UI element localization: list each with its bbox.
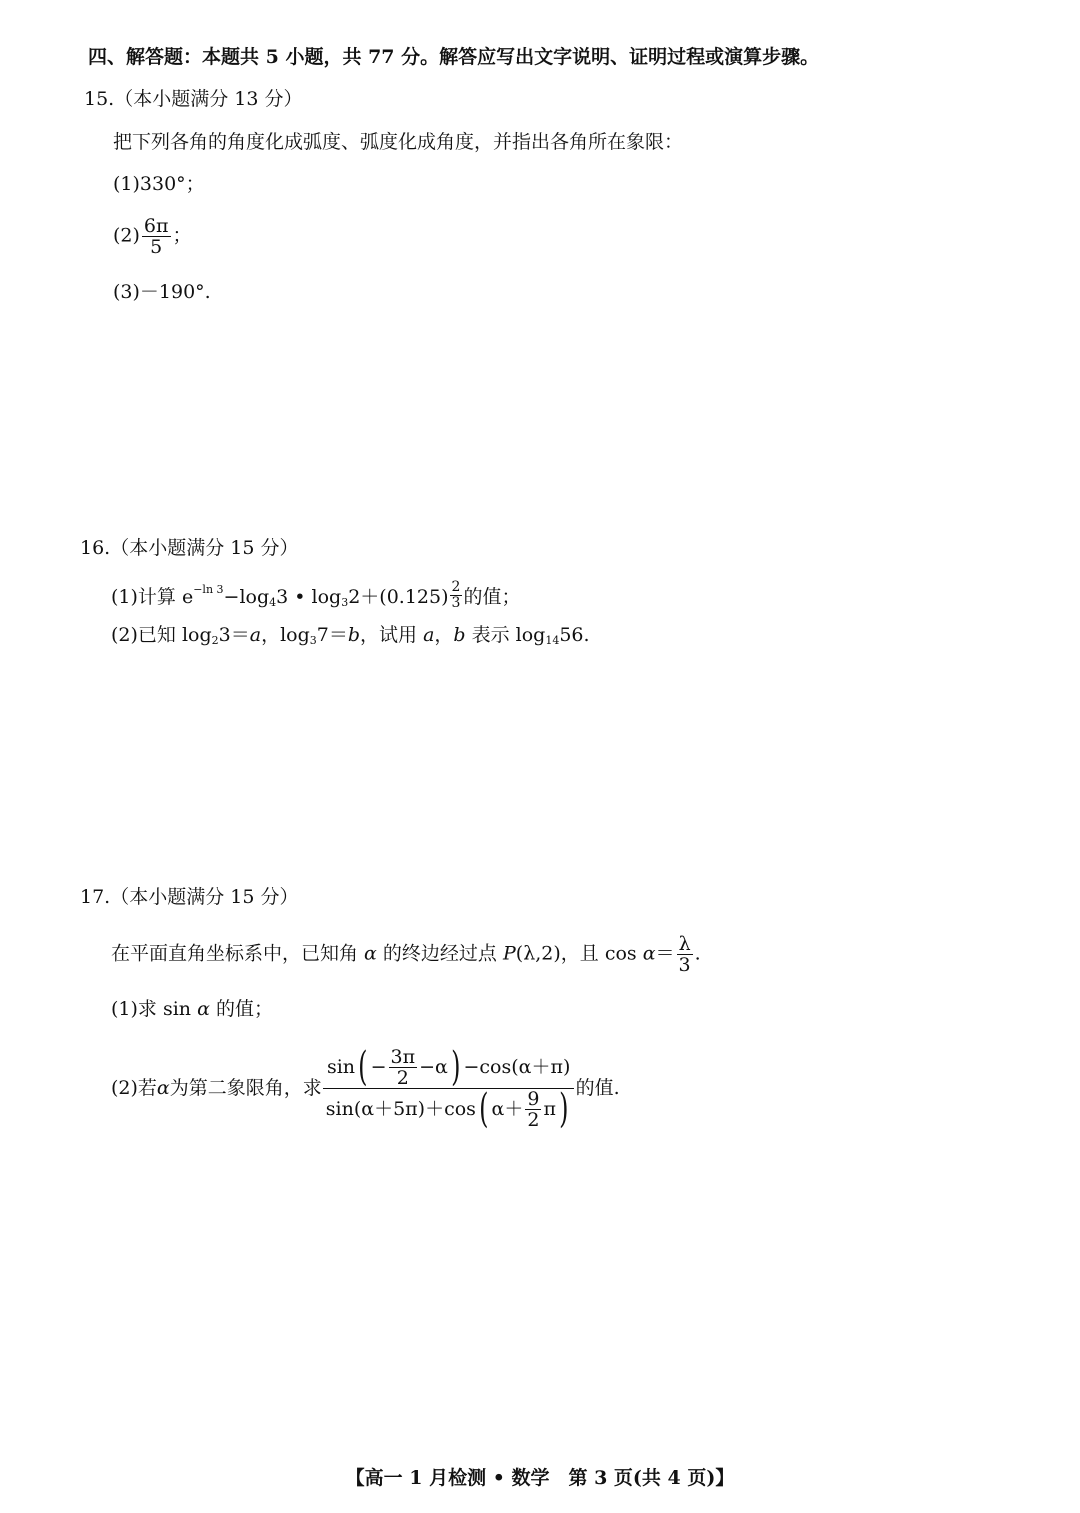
q16-p1-sub1: 4 — [269, 596, 277, 609]
q16-p1-exp-num: 2 — [451, 579, 461, 595]
q17-bot-fraction — [525, 1089, 541, 1130]
q17-p1-alpha: α — [197, 998, 210, 1020]
q16-p2-h: 56. — [559, 624, 590, 646]
q17-stem — [111, 934, 701, 975]
section-header: 四、解答题：本题共 5 小题，共 77 分。解答应写出文字说明、证明过程或演算步骤。 — [88, 46, 820, 68]
q17-p1-a: (1)求 sin — [111, 998, 198, 1020]
q16-p1-exp-fraction — [450, 580, 463, 611]
q16-p2-f: ， — [434, 624, 454, 646]
q17-part2 — [111, 1040, 620, 1136]
q17-stem-den: 3 — [678, 954, 691, 976]
q17-top-minus: − — [370, 1056, 387, 1078]
q16-p2-e: ，试用 — [360, 624, 424, 646]
q17-top-sin: sin — [326, 1056, 356, 1078]
q15-part2-denominator: 5 — [150, 236, 163, 258]
q16-p2-var-b: b — [347, 624, 361, 646]
q16-p2-sub2: 3 — [309, 634, 317, 647]
q16-p1-mid3: 2＋(0.125) — [348, 586, 449, 608]
q17-p2-alpha: α — [156, 1077, 170, 1099]
q16-part1 — [111, 577, 520, 616]
q17-stem-end: . — [694, 942, 701, 965]
q17-top-fraction — [389, 1047, 418, 1088]
q15-stem: 把下列各角的角度化成弧度、弧度化成角度，并指出各角所在象限： — [113, 131, 684, 153]
q17-title: 17.（本小题满分 15 分） — [80, 886, 299, 908]
q16-p2-c: ，log — [261, 624, 310, 646]
q16-p2-var-a2: a — [423, 624, 435, 646]
q17-p2-numerator — [323, 1044, 574, 1090]
q17-stem-alpha2: α — [642, 942, 656, 965]
q17-bot-den: 2 — [527, 1108, 540, 1131]
q16-p1-exp: −ln 3 — [193, 583, 224, 596]
q17-stem-a: 在平面直角坐标系中，已知角 — [111, 942, 365, 965]
q15-part2-fraction — [142, 216, 171, 257]
q17-bot-pi: π — [543, 1098, 556, 1120]
q17-bot-rparen: ) — [559, 1086, 569, 1132]
page-footer: 【高一 1 月检测 • 数学 第 3 页(共 4 页)】 — [345, 1467, 735, 1489]
q16-p2-a: (2)已知 log — [111, 624, 212, 646]
q17-top-lparen: ( — [358, 1044, 368, 1090]
q17-bot-first: sin(α＋5π)＋cos — [325, 1098, 476, 1120]
q17-top-rest: −cos(α＋π) — [463, 1056, 571, 1078]
q16-p1-sub2: 3 — [341, 596, 349, 609]
q17-p2-end: 的值. — [575, 1077, 620, 1099]
q17-stem-fraction — [677, 934, 693, 975]
q17-p2-big-fraction — [322, 1044, 576, 1132]
q17-bot-num: 9 — [527, 1087, 540, 1110]
q17-stem-c: (λ,2)，且 cos — [515, 942, 643, 965]
q17-stem-b: 的终边经过点 — [376, 942, 503, 965]
q17-part1 — [111, 996, 273, 1022]
q17-bot-alpha: α＋ — [491, 1098, 524, 1120]
q17-top-rparen: ) — [451, 1044, 461, 1090]
q16-p2-b: 3＝ — [218, 624, 250, 646]
q16-p1-suffix: 的值； — [463, 586, 521, 608]
q16-p2-var-b2: b — [453, 624, 466, 646]
q17-bot-lparen: ( — [479, 1086, 489, 1132]
q16-p2-sub3: 14 — [545, 634, 560, 647]
q15-title: 15.（本小题满分 13 分） — [84, 88, 303, 110]
q17-top-num: 3π — [390, 1045, 416, 1068]
q15-part3: (3)－190°. — [113, 281, 211, 303]
q15-part1: (1)330°； — [113, 173, 205, 195]
q17-p1-b: 的值； — [209, 998, 273, 1020]
q16-title: 16.（本小题满分 15 分） — [80, 537, 299, 559]
q17-stem-alpha: α — [364, 942, 377, 965]
q17-top-den: 2 — [396, 1066, 409, 1089]
q17-top-minus-alpha: −α — [419, 1056, 448, 1078]
q16-p1-mid2: 3 • log — [276, 586, 342, 608]
q16-p2-var-a: a — [249, 624, 262, 646]
q16-p2-sub1: 2 — [211, 634, 219, 647]
q16-p2-d: 7＝ — [316, 624, 348, 646]
q17-stem-eq: ＝ — [655, 942, 675, 965]
q17-p2-a: (2)若 — [111, 1077, 157, 1099]
q15-part2-numerator: 6π — [143, 215, 169, 237]
q15-part2-prefix: (2) — [113, 224, 140, 247]
q17-stem-P: P — [502, 942, 516, 965]
q16-p1-exp-den: 3 — [451, 595, 461, 611]
q17-p2-b: 为第二象限角，求 — [169, 1077, 322, 1099]
q16-p1-prefix: (1)计算 e — [111, 586, 194, 608]
q15-part2-suffix: ； — [172, 224, 192, 247]
q16-part2 — [111, 622, 590, 654]
q17-p2-denominator — [322, 1086, 576, 1132]
q16-p1-mid1: −log — [223, 586, 270, 608]
q16-p2-g: 表示 log — [465, 624, 546, 646]
q15-part2 — [113, 216, 192, 257]
q17-stem-num: λ — [678, 933, 691, 955]
